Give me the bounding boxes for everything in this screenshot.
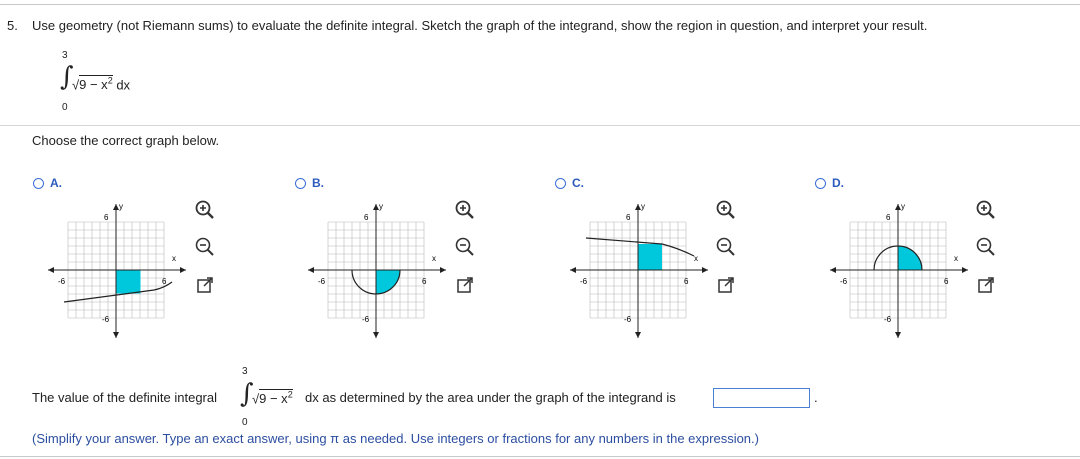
zoom-out-icon[interactable] xyxy=(715,236,737,258)
graph-d[interactable] xyxy=(826,198,976,340)
zoom-out-icon[interactable] xyxy=(454,236,476,258)
graph-b-x-pos: 6 xyxy=(422,277,427,286)
graph-b[interactable] xyxy=(304,198,454,340)
graph-d-x-axis-name: x xyxy=(954,254,958,263)
option-d-radio[interactable] xyxy=(815,178,826,189)
zoom-in-icon[interactable] xyxy=(194,199,216,221)
zoom-in-icon[interactable] xyxy=(975,199,997,221)
graph-d-x-neg: -6 xyxy=(840,277,848,286)
graph-b-y-axis-name: y xyxy=(379,202,383,211)
zoom-in-icon[interactable] xyxy=(715,199,737,221)
answer-radicand-exponent: 2 xyxy=(287,390,293,400)
graph-c-y-neg: -6 xyxy=(624,315,632,324)
graph-a-shaded-region xyxy=(116,270,140,293)
radicand: 9 − x xyxy=(79,77,108,93)
graph-a[interactable] xyxy=(44,198,194,340)
answer-hint: (Simplify your answer. Type an exact answer, using π as needed. Use integers or fractions for any numbers in the expression.) xyxy=(32,431,759,446)
graph-b-x-axis-name: x xyxy=(432,254,436,263)
answer-lead-text: The value of the definite integral xyxy=(32,390,218,405)
graph-b-y-neg: -6 xyxy=(362,315,370,324)
answer-period: . xyxy=(814,390,818,405)
option-b-letter: B. xyxy=(312,176,324,190)
section-divider xyxy=(0,125,1080,126)
graph-c[interactable] xyxy=(566,198,716,340)
graph-c-shaded-region xyxy=(638,244,662,270)
top-divider xyxy=(0,4,1080,5)
popout-icon[interactable] xyxy=(194,274,216,296)
option-d[interactable] xyxy=(815,176,844,190)
graph-b-x-neg: -6 xyxy=(318,277,326,286)
popout-icon[interactable] xyxy=(715,274,737,296)
graph-d-x-pos: 6 xyxy=(944,277,949,286)
integrand-radical: $√9 - x^2$ dx xyxy=(72,76,131,93)
graph-a-y-label: 6 xyxy=(104,213,109,222)
question-text: Use geometry (not Riemann sums) to evaluate the definite integral. Sketch the graph of the integrand, show the region in question, and interpret your result. xyxy=(32,18,928,33)
option-c-letter: C. xyxy=(572,176,584,190)
choose-prompt: Choose the correct graph below. xyxy=(32,133,220,148)
answer-trail-text: dx as determined by the area under the graph of the integrand is xyxy=(305,390,676,405)
option-b-radio[interactable] xyxy=(295,178,306,189)
option-b[interactable] xyxy=(295,176,324,190)
option-a-letter: A. xyxy=(50,176,62,190)
answer-input[interactable] xyxy=(713,388,810,408)
option-c-radio[interactable] xyxy=(555,178,566,189)
graph-a-x-pos: 6 xyxy=(162,277,167,286)
graph-c-x-pos: 6 xyxy=(684,277,689,286)
graph-d-y-label: 6 xyxy=(886,213,891,222)
answer-integral-sign: ∫ xyxy=(240,379,254,409)
option-a-radio[interactable] xyxy=(33,178,44,189)
graph-d-y-neg: -6 xyxy=(884,315,892,324)
zoom-out-icon[interactable] xyxy=(194,236,216,258)
zoom-in-icon[interactable] xyxy=(454,199,476,221)
integral-upper-limit: 3 xyxy=(62,50,68,61)
graph-c-x-axis-name: x xyxy=(694,254,698,263)
popout-icon[interactable] xyxy=(454,274,476,296)
option-d-letter: D. xyxy=(832,176,844,190)
answer-integral-lower: 0 xyxy=(242,417,248,428)
bottom-divider xyxy=(0,456,1080,457)
graph-a-y-axis-name: y xyxy=(119,202,123,211)
graph-c-x-neg: -6 xyxy=(580,277,588,286)
graph-c-y-axis-name: y xyxy=(641,202,645,211)
question-number: 5. xyxy=(7,18,18,33)
graph-a-x-neg: -6 xyxy=(58,277,66,286)
graph-c-y-label: 6 xyxy=(626,213,631,222)
radicand-exponent: 2 xyxy=(107,76,113,86)
answer-integrand-radical: $√9 - x^2$ xyxy=(252,390,293,407)
graph-d-y-axis-name: y xyxy=(901,202,905,211)
popout-icon[interactable] xyxy=(975,274,997,296)
option-a[interactable] xyxy=(33,176,62,190)
graph-a-x-axis-name: x xyxy=(172,254,176,263)
graph-b-y-label: 6 xyxy=(364,213,369,222)
integral-sign: ∫ xyxy=(60,62,74,92)
answer-radicand: 9 − x xyxy=(259,391,288,407)
zoom-out-icon[interactable] xyxy=(975,236,997,258)
option-c[interactable] xyxy=(555,176,584,190)
graph-a-y-neg: -6 xyxy=(102,315,110,324)
integral-differential: dx xyxy=(116,77,131,93)
answer-integral-upper: 3 xyxy=(242,366,248,377)
integral-lower-limit: 0 xyxy=(62,102,68,113)
answer-sentence xyxy=(32,390,217,405)
